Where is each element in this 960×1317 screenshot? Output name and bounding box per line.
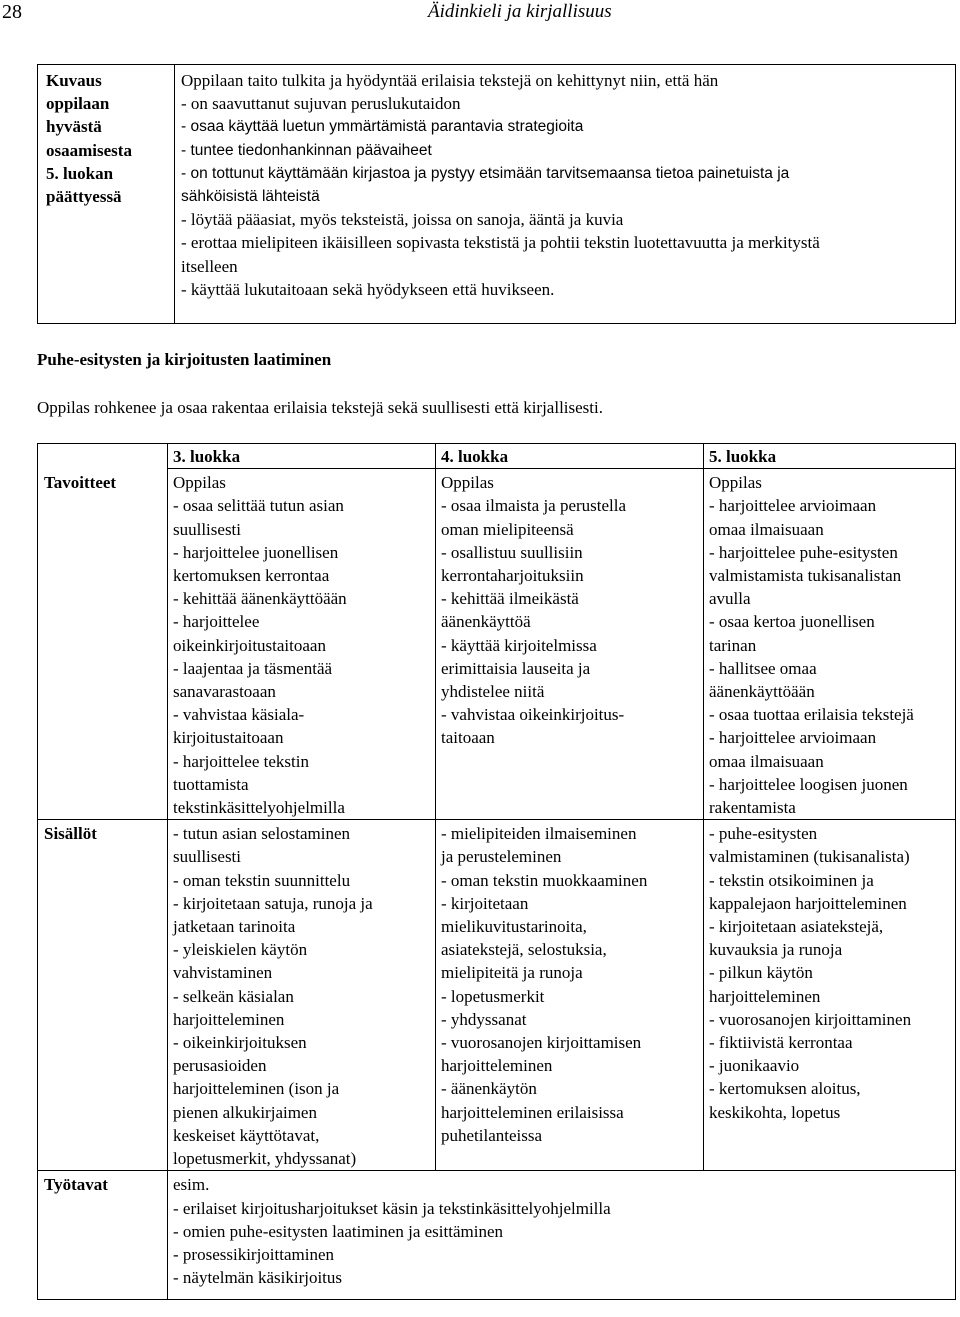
section-heading: Puhe-esitysten ja kirjoitusten laatiminen — [37, 350, 332, 369]
text-line: keskeiset käyttötavat, — [173, 1125, 320, 1145]
text-line: 5. luokan — [46, 163, 114, 183]
text-line: vahvistaminen — [173, 963, 273, 983]
text-line: - erottaa mielipiteen ikäisilleen sopivasta tekstistä ja pohtii tekstin luotettavuutta ja merkitystä — [181, 233, 820, 253]
text-line: - osaa tuottaa erilaisia tekstejä — [709, 705, 914, 725]
text-line: Oppilaan taito tulkita ja hyödyntää erilaisia tekstejä on kehittynyt niin, että hän — [181, 71, 719, 90]
text-line: - juonikaavio — [709, 1056, 800, 1076]
text-line: - tuntee tiedonhankinnan päävaiheet — [181, 141, 432, 159]
text-line: - tutun asian selostaminen — [173, 824, 351, 844]
text-line: ja perusteleminen — [441, 847, 562, 867]
text-line: - lopetusmerkit — [441, 986, 545, 1006]
text-line: - kertomuksen aloitus, — [709, 1079, 861, 1099]
text-line: harjoitteleminen — [709, 986, 821, 1006]
text-line: - pilkun käytön — [709, 963, 813, 983]
text-line: Kuvaus — [46, 71, 102, 90]
row-label-sisallot: Sisällöt — [38, 820, 168, 1171]
text-line: - tekstin otsikoiminen ja — [709, 870, 874, 890]
text-line: taitoaan — [441, 728, 495, 748]
text-line: oikeinkirjoitustaitoaan — [173, 635, 326, 655]
header-grade-4: 4. luokka — [436, 444, 704, 469]
row-label-tyotavat: Työtavat — [38, 1171, 168, 1300]
text-line: oman mielipiteensä — [441, 519, 574, 539]
text-line: valmistamista tukisanalistan — [709, 566, 902, 586]
text-line: itselleen — [181, 256, 238, 276]
text-line: äänenkäyttöä — [441, 612, 531, 632]
sisallot-grade-4 — [436, 820, 704, 1171]
text-line: - kirjoitetaan asiatekstejä, — [709, 917, 884, 937]
text-line: - kirjoitetaan — [441, 893, 529, 913]
text-line: yhdistelee niitä — [441, 682, 545, 702]
text-line: harjoitteleminen — [173, 1009, 285, 1029]
text-line: pienen alkukirjaimen — [173, 1102, 317, 1122]
text-line: - oman tekstin suunnittelu — [173, 870, 351, 890]
text-line: - yleiskielen käytön — [173, 940, 308, 960]
text-line: - on tottunut käyttämään kirjastoa ja pystyy etsimään tarvitsemaansa tietoa painetuista ja — [181, 164, 790, 182]
text-line: - osallistuu suullisiin — [441, 542, 583, 562]
text-line: mielipiteitä ja runoja — [441, 963, 583, 983]
text-line: hyvästä — [46, 117, 102, 137]
text-line: - vuorosanojen kirjoittamisen — [441, 1033, 642, 1053]
text-line: kappalejaon harjoitteleminen — [709, 893, 907, 913]
header-grade-5: 5. luokka — [704, 444, 956, 469]
text-line: kirjoitustaitoaan — [173, 728, 284, 748]
text-line: Oppilas — [709, 473, 762, 493]
sisallot-grade-5 — [704, 820, 956, 1171]
header-empty-cell — [38, 444, 168, 469]
text-line: - harjoittelee — [173, 612, 260, 632]
grade-header-row — [38, 444, 956, 469]
text-line: - erilaiset kirjoitusharjoitukset käsin ja tekstinkäsittelyohjelmilla — [173, 1198, 611, 1218]
text-line: avulla — [709, 589, 751, 609]
text-line: - harjoittelee juonellisen — [173, 542, 339, 562]
text-line: osaamisesta — [46, 140, 132, 160]
text-line: - vahvistaa oikeinkirjoitus- — [441, 705, 625, 725]
text-line: - osaa selittää tutun asian — [173, 496, 344, 516]
text-line: - harjoittelee arvioimaan — [709, 728, 877, 748]
header-grade-3: 3. luokka — [168, 444, 436, 469]
text-line: Oppilas — [173, 473, 226, 493]
text-line: - puhe-esitysten — [709, 824, 818, 844]
text-line: mielikuvitustarinoita, — [441, 917, 587, 937]
text-line: - oikeinkirjoituksen — [173, 1033, 307, 1053]
text-line: - vuorosanojen kirjoittaminen — [709, 1009, 912, 1029]
text-line: - osaa kertoa juonellisen — [709, 612, 875, 632]
text-line: - selkeän käsialan — [173, 986, 294, 1006]
text-line: - harjoittelee loogisen juonen — [709, 774, 908, 794]
text-line: - käyttää kirjoitelmissa — [441, 635, 597, 655]
text-line: omaa ilmaisuaan — [709, 751, 824, 771]
text-line: kertomuksen kerrontaa — [173, 566, 330, 586]
text-line: - laajentaa ja täsmentää — [173, 658, 333, 678]
text-line: - on saavuttanut sujuvan peruslukutaidon — [181, 94, 461, 114]
text-line: - kehittää äänenkäyttöään — [173, 589, 347, 609]
text-line: kerrontaharjoituksiin — [441, 566, 584, 586]
section-intro: Oppilas rohkenee ja osaa rakentaa erilaisia tekstejä sekä suullisesti että kirjallisesti. — [37, 398, 603, 417]
text-line: - omien puhe-esitysten laatiminen ja esittäminen — [173, 1221, 503, 1241]
text-line: tuottamista — [173, 774, 249, 794]
text-line: - prosessikirjoittaminen — [173, 1244, 335, 1264]
text-line: jatketaan tarinoita — [173, 917, 296, 937]
description-table — [37, 64, 956, 324]
row-tavoitteet — [38, 469, 956, 820]
text-line: lopetusmerkit, yhdyssanat) — [173, 1149, 357, 1169]
text-line: kuvauksia ja runoja — [709, 940, 843, 960]
text-line: - kehittää ilmeikästä — [441, 589, 579, 609]
text-line: - fiktiivistä kerrontaa — [709, 1033, 853, 1053]
text-line: - harjoittelee tekstin — [173, 751, 309, 771]
row-label-tavoitteet: Tavoitteet — [38, 469, 168, 820]
text-line: harjoitteleminen (ison ja — [173, 1079, 340, 1099]
row-tyotavat — [38, 1171, 956, 1300]
text-line: - äänenkäytön — [441, 1079, 537, 1099]
text-line: sanavarastoaan — [173, 682, 276, 702]
text-line: päättyessä — [46, 187, 122, 207]
text-line: - näytelmän käsikirjoitus — [173, 1268, 343, 1288]
text-line: - vahvistaa käsiala- — [173, 705, 305, 725]
text-line: - hallitsee omaa — [709, 658, 817, 678]
tavoitteet-grade-5 — [704, 469, 956, 820]
text-line: rakentamista — [709, 798, 796, 818]
row-sisallot — [38, 820, 956, 1171]
text-line: - harjoittelee puhe-esitysten — [709, 542, 898, 562]
running-title: Äidinkieli ja kirjallisuus — [428, 1, 612, 22]
text-line: - mielipiteiden ilmaiseminen — [441, 824, 637, 844]
text-line: - osaa käyttää luetun ymmärtämistä parantavia strategioita — [181, 118, 584, 136]
text-line: - harjoittelee arvioimaan — [709, 496, 877, 516]
text-line: tarinan — [709, 635, 757, 655]
text-line: suullisesti — [173, 847, 242, 867]
page-number: 28 — [2, 1, 22, 23]
text-line: asiatekstejä, selostuksia, — [441, 940, 607, 960]
text-line: - kirjoitetaan satuja, runoja ja — [173, 893, 373, 913]
text-line: - käyttää lukutaitoaan sekä hyödykseen että huvikseen. — [181, 279, 555, 299]
description-label — [38, 65, 175, 324]
text-line: valmistaminen (tukisanalista) — [709, 847, 910, 867]
text-line: suullisesti — [173, 519, 242, 539]
text-line: harjoitteleminen — [441, 1056, 553, 1076]
description-row — [38, 65, 956, 324]
text-line: äänenkäyttöään — [709, 682, 815, 702]
text-line: tekstinkäsittelyohjelmilla — [173, 798, 345, 818]
tyotavat-content — [168, 1171, 956, 1300]
text-line: - yhdyssanat — [441, 1009, 527, 1029]
tavoitteet-grade-3 — [168, 469, 436, 820]
tavoitteet-grade-4 — [436, 469, 704, 820]
text-line: omaa ilmaisuaan — [709, 519, 824, 539]
text-line: keskikohta, lopetus — [709, 1102, 841, 1122]
text-line: perusasioiden — [173, 1056, 267, 1076]
description-text — [175, 65, 956, 324]
text-line: harjoitteleminen erilaisissa — [441, 1102, 624, 1122]
text-line: erimittaisia lauseita ja — [441, 658, 591, 678]
text-line: sähköisistä lähteistä — [181, 188, 320, 206]
text-line: oppilaan — [46, 94, 110, 114]
text-line: - löytää pääasiat, myös teksteistä, joissa on sanoja, ääntä ja kuvia — [181, 210, 624, 230]
text-line: puhetilanteissa — [441, 1125, 543, 1145]
text-line: - osaa ilmaista ja perustella — [441, 496, 627, 516]
text-line: esim. — [173, 1175, 210, 1195]
sisallot-grade-3 — [168, 820, 436, 1171]
text-line: Oppilas — [441, 473, 494, 493]
grade-table — [37, 443, 956, 1300]
text-line: - oman tekstin muokkaaminen — [441, 870, 648, 890]
